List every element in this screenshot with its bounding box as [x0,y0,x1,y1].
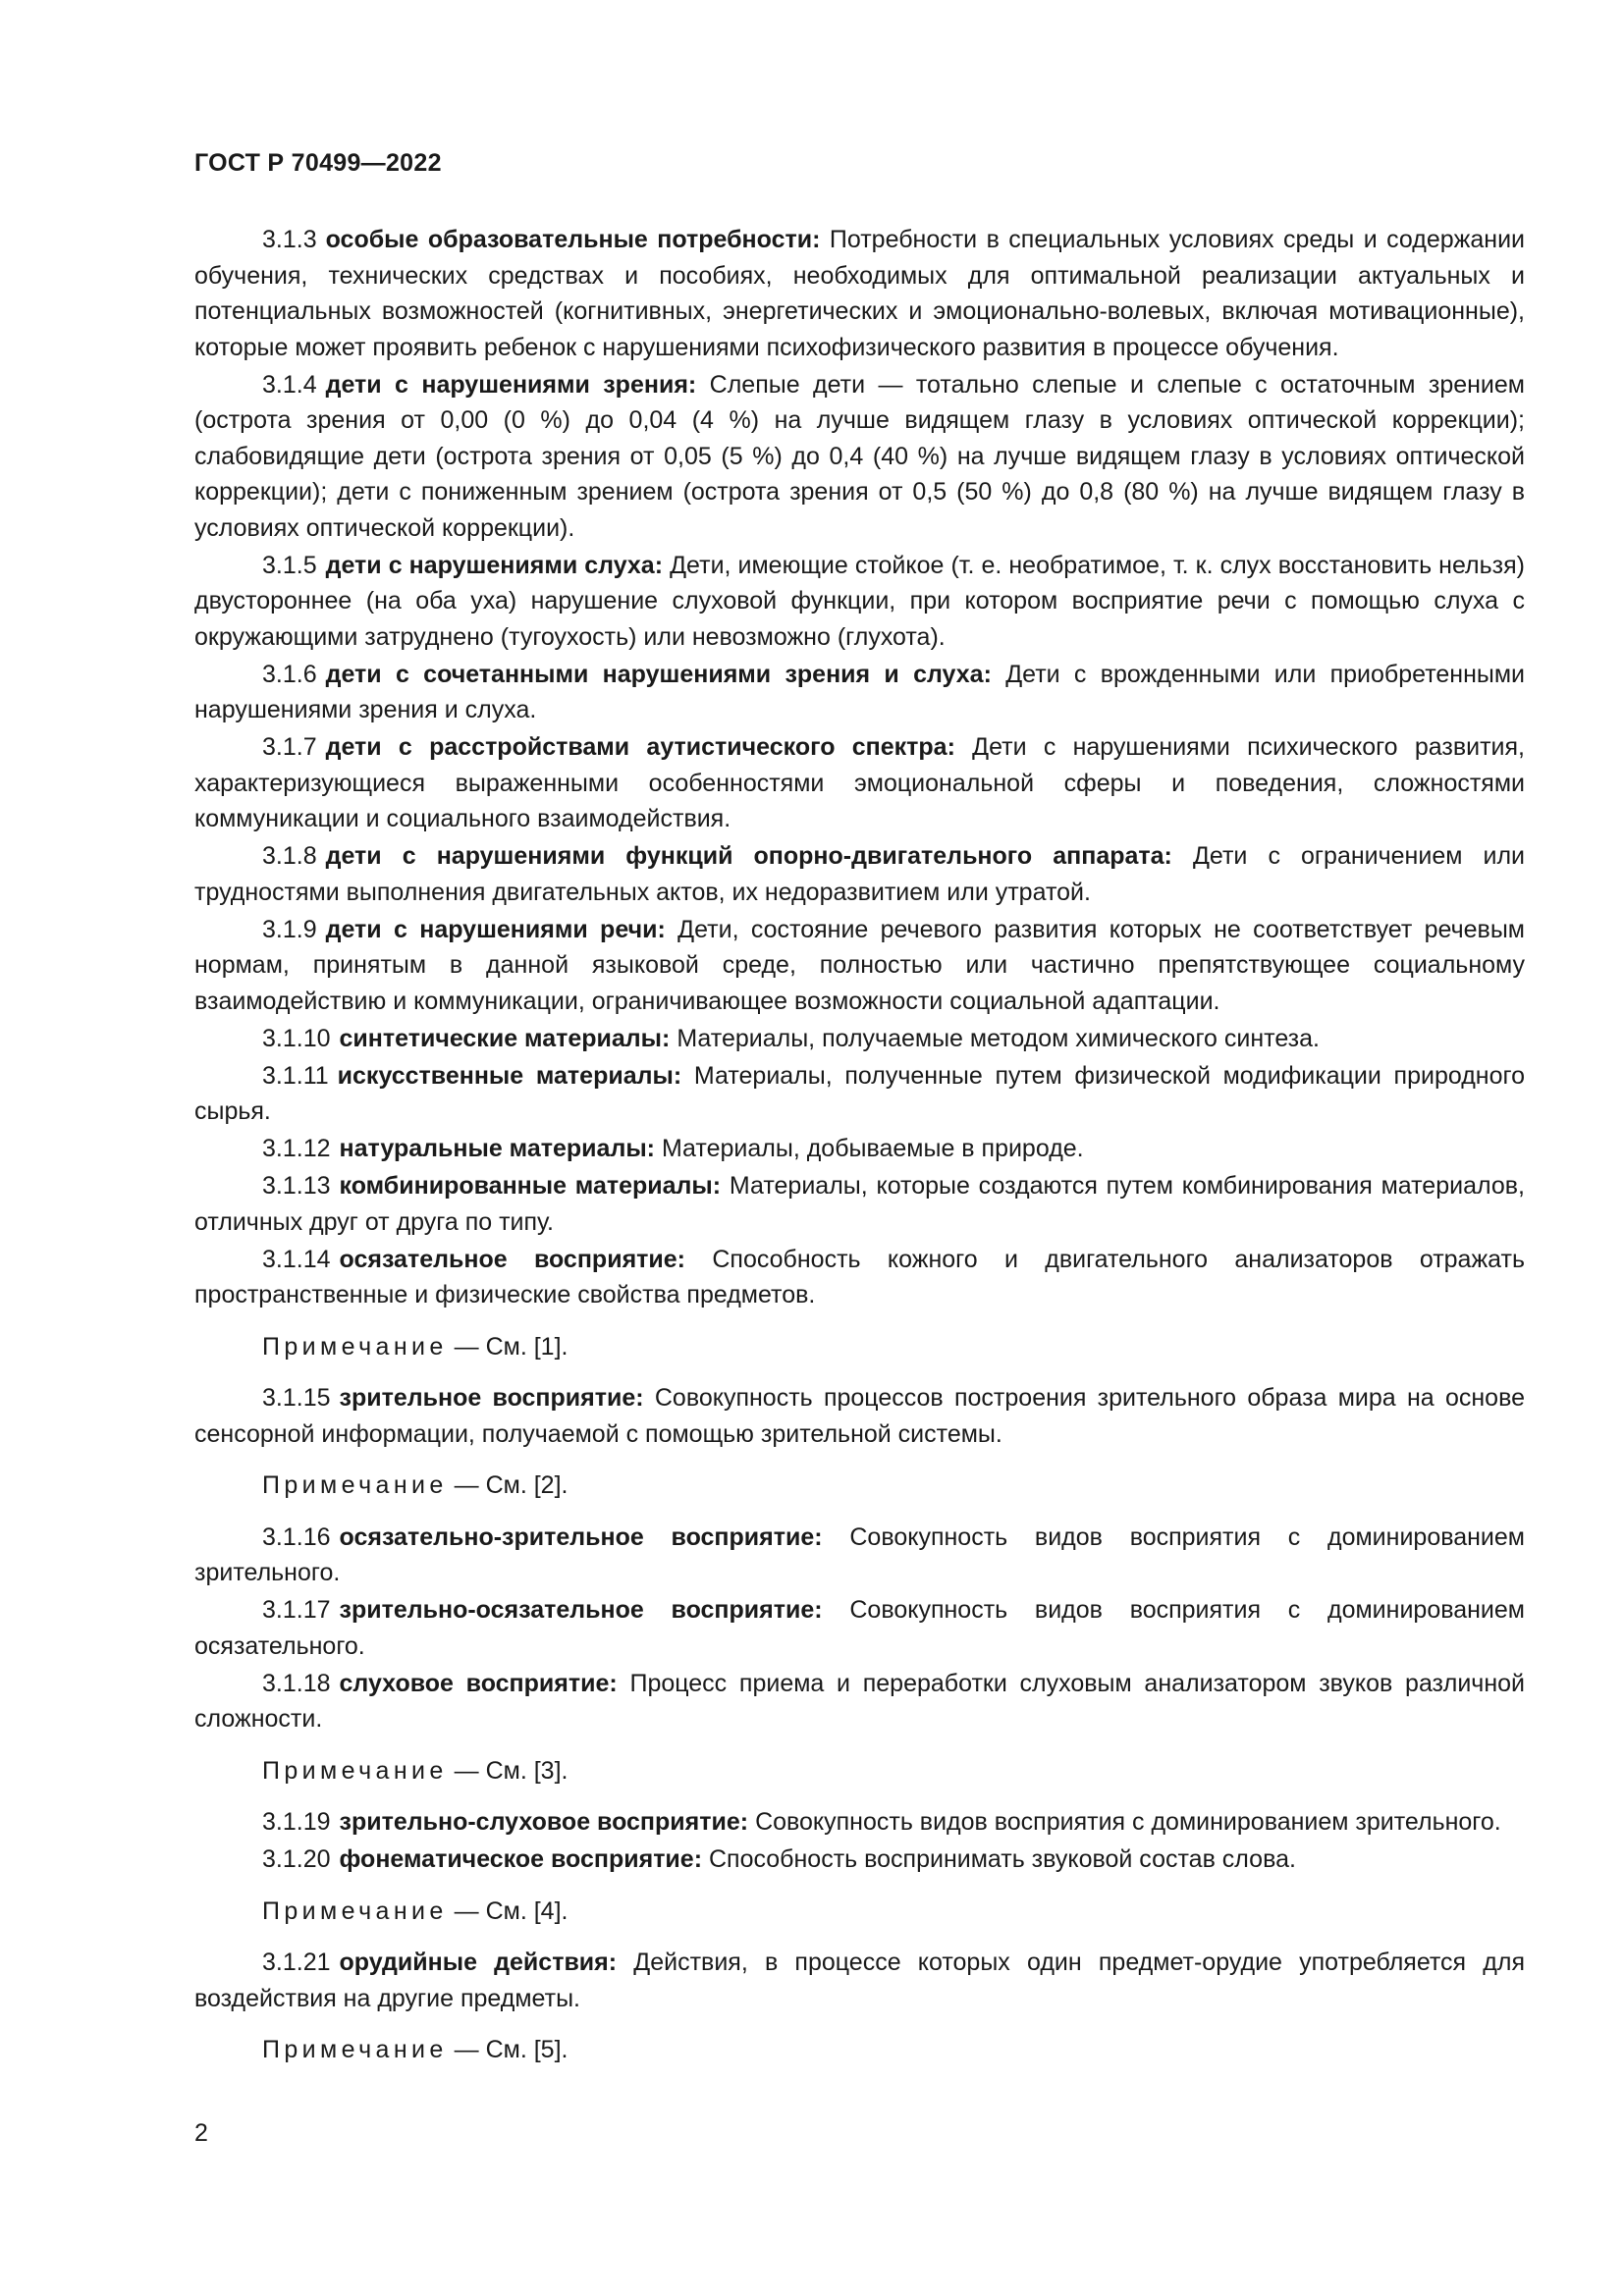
clause-number: 3.1.12 [262,1135,331,1162]
clause-number: 3.1.6 [262,660,317,688]
note-5 [262,2032,1525,2068]
definition-3-1-8 [194,838,1525,910]
clause-number: 3.1.9 [262,915,317,943]
clause-number: 3.1.18 [262,1669,331,1697]
definition-text: Способность воспринимать звуковой состав слова. [709,1845,1296,1873]
definition-3-1-11 [194,1058,1525,1130]
note-label: Примечание [262,1756,448,1785]
term: дети с нарушениями зрения: [325,370,697,399]
definition-text: Дети, состояние речевого развития которых не соответствует речевым нормам, принятым в данной языковой среде, полностью или частично препятствующее социальному взаимодействию и коммуникации, ограничивающее возможности социальной адаптации. [194,915,1525,1015]
definition-text: Дети с ограничением или трудностями выполнения двигательных актов, их недоразвитием или утратой. [194,842,1525,906]
definition-3-1-12 [194,1131,1525,1167]
term: дети с нарушениями речи: [325,915,666,943]
definition-text: Действия, в процессе которых один предмет-орудие употребляется для воздействия на другие предметы. [194,1949,1525,2012]
definition-text: Материалы, добываемые в природе. [661,1135,1084,1162]
definition-3-1-13 [194,1168,1525,1240]
definition-3-1-4 [194,367,1525,547]
term: орудийные действия: [339,1949,618,1976]
definition-3-1-15 [194,1380,1525,1452]
note-1 [262,1329,1525,1365]
term: особые образовательные потребности: [325,226,821,253]
clause-number: 3.1.10 [262,1024,331,1052]
term: дети с нарушениями функций опорно-двигательного аппарата: [325,842,1172,870]
clause-number: 3.1.13 [262,1172,331,1200]
note-label: Примечание [262,1471,448,1499]
definition-text: Совокупность видов восприятия с доминированием осязательного. [194,1596,1525,1660]
note-text: — См. [3]. [454,1756,568,1785]
note-text: — См. [4]. [454,1896,568,1925]
definition-3-1-20 [194,1842,1525,1878]
definition-3-1-3 [194,222,1525,365]
definition-3-1-19 [194,1804,1525,1841]
definition-text: Совокупность видов восприятия с доминированием зрительного. [755,1808,1501,1836]
note-label: Примечание [262,2036,448,2063]
definition-text: Совокупность видов восприятия с доминированием зрительного. [194,1522,1525,1586]
term: комбинированные материалы: [339,1172,722,1200]
definition-3-1-6 [194,657,1525,728]
clause-number: 3.1.7 [262,733,317,761]
term: искусственные материалы: [337,1061,682,1090]
definition-text: Дети с врожденными или приобретенными нарушениями зрения и слуха. [194,660,1526,723]
clause-number: 3.1.8 [262,842,317,870]
definition-text: Совокупность процессов построения зрительного образа мира на основе сенсорной информации, получаемой с помощью зрительной системы. [194,1384,1525,1448]
definition-text: Способность кожного и двигательного анализаторов отражать пространственные и физические свойства предметов. [194,1245,1526,1308]
definition-text: Дети с нарушениями психического развития, характеризующиеся выраженными особенностями эмоциональной сферы и поведения, сложностями коммуникации и социального взаимодействия. [194,733,1525,832]
clause-number: 3.1.14 [262,1245,331,1273]
note-label: Примечание [262,1332,448,1361]
definition-3-1-17 [194,1592,1525,1664]
clause-number: 3.1.17 [262,1596,331,1624]
definition-text: Материалы, получаемые методом химического синтеза. [677,1024,1320,1052]
definition-text: Потребности в специальных условиях среды и содержании обучения, технических средствах и пособиях, необходимых для оптимальной реализации актуальных и потенциальных возможностей (когнитивных, энергетических и эмоционально-волевых, включая мотивационные), которые может проявить ребенок с нарушениями психофизического развития в процессе обучения. [194,226,1526,361]
definition-text: Материалы, которые создаются путем комбинирования материалов, отличных друг от друга по типу. [194,1172,1525,1236]
term: натуральные материалы: [339,1135,655,1162]
term: слуховое восприятие: [339,1669,618,1697]
clause-number: 3.1.4 [262,370,317,399]
note-3 [262,1753,1525,1789]
note-4 [262,1894,1525,1930]
clause-number: 3.1.16 [262,1522,331,1551]
document-header: ГОСТ Р 70499—2022 [194,149,442,177]
note-label: Примечание [262,1896,448,1925]
clause-number: 3.1.15 [262,1384,331,1412]
term: осязательно-зрительное восприятие: [339,1522,823,1551]
definition-3-1-21 [194,1945,1525,2016]
clause-number: 3.1.21 [262,1949,331,1976]
note-text: — См. [5]. [454,2036,568,2063]
definition-3-1-5 [194,548,1525,656]
clause-number: 3.1.19 [262,1808,331,1836]
clause-number: 3.1.20 [262,1845,331,1873]
term: зрительно-слуховое восприятие: [339,1808,749,1836]
definition-text: Слепые дети — тотально слепые и слепые с остаточным зрением (острота зрения от 0,00 (0 %) до 0,04 (4 %) на лучше видящем глазу в условиях оптической коррекции); слабовидящие дети (острота зрения от 0,05 (5 %) до 0,4 (40 %) на лучше видящем глазу в условиях оптической коррекции); дети с пониженным зрением (острота зрения от 0,5 (50 %) до 0,8 (80 %) на лучше видящем глазу в условиях оптической коррекции). [194,370,1525,542]
clause-number: 3.1.3 [262,226,317,253]
term: осязательное восприятие: [339,1245,686,1273]
definition-3-1-9 [194,912,1525,1020]
definition-text: Материалы, полученные путем физической модификации природного сырья. [194,1061,1525,1125]
definition-3-1-10 [194,1021,1525,1057]
clause-number: 3.1.11 [262,1061,329,1090]
term: зрительно-осязательное восприятие: [339,1596,823,1624]
definition-text: Дети, имеющие стойкое (т. е. необратимое, т. к. слух восстановить нельзя) двустороннее (на оба уха) нарушение слуховой функции, при котором восприятие речи с помощью слуха с окружающими затруднено (тугоухость) или невозможно (глухота). [194,551,1525,651]
note-2 [262,1468,1525,1504]
document-body [194,222,1525,2084]
definition-text: Процесс приема и переработки слуховым анализатором звуков различной сложности. [194,1669,1525,1733]
definition-3-1-16 [194,1520,1525,1591]
term: дети с нарушениями слуха: [325,551,664,579]
term: дети с расстройствами аутистического спектра: [325,733,955,761]
definition-3-1-18 [194,1666,1525,1737]
definition-3-1-14 [194,1242,1525,1313]
note-text: — См. [2]. [454,1471,568,1499]
term: синтетические материалы: [339,1024,671,1052]
note-text: — См. [1]. [454,1332,568,1361]
clause-number: 3.1.5 [262,551,317,579]
term: фонематическое восприятие: [339,1845,703,1873]
definition-3-1-7 [194,729,1525,837]
term: дети с сочетанными нарушениями зрения и слуха: [325,660,992,688]
term: зрительное восприятие: [339,1384,644,1412]
page-number: 2 [194,2119,208,2147]
